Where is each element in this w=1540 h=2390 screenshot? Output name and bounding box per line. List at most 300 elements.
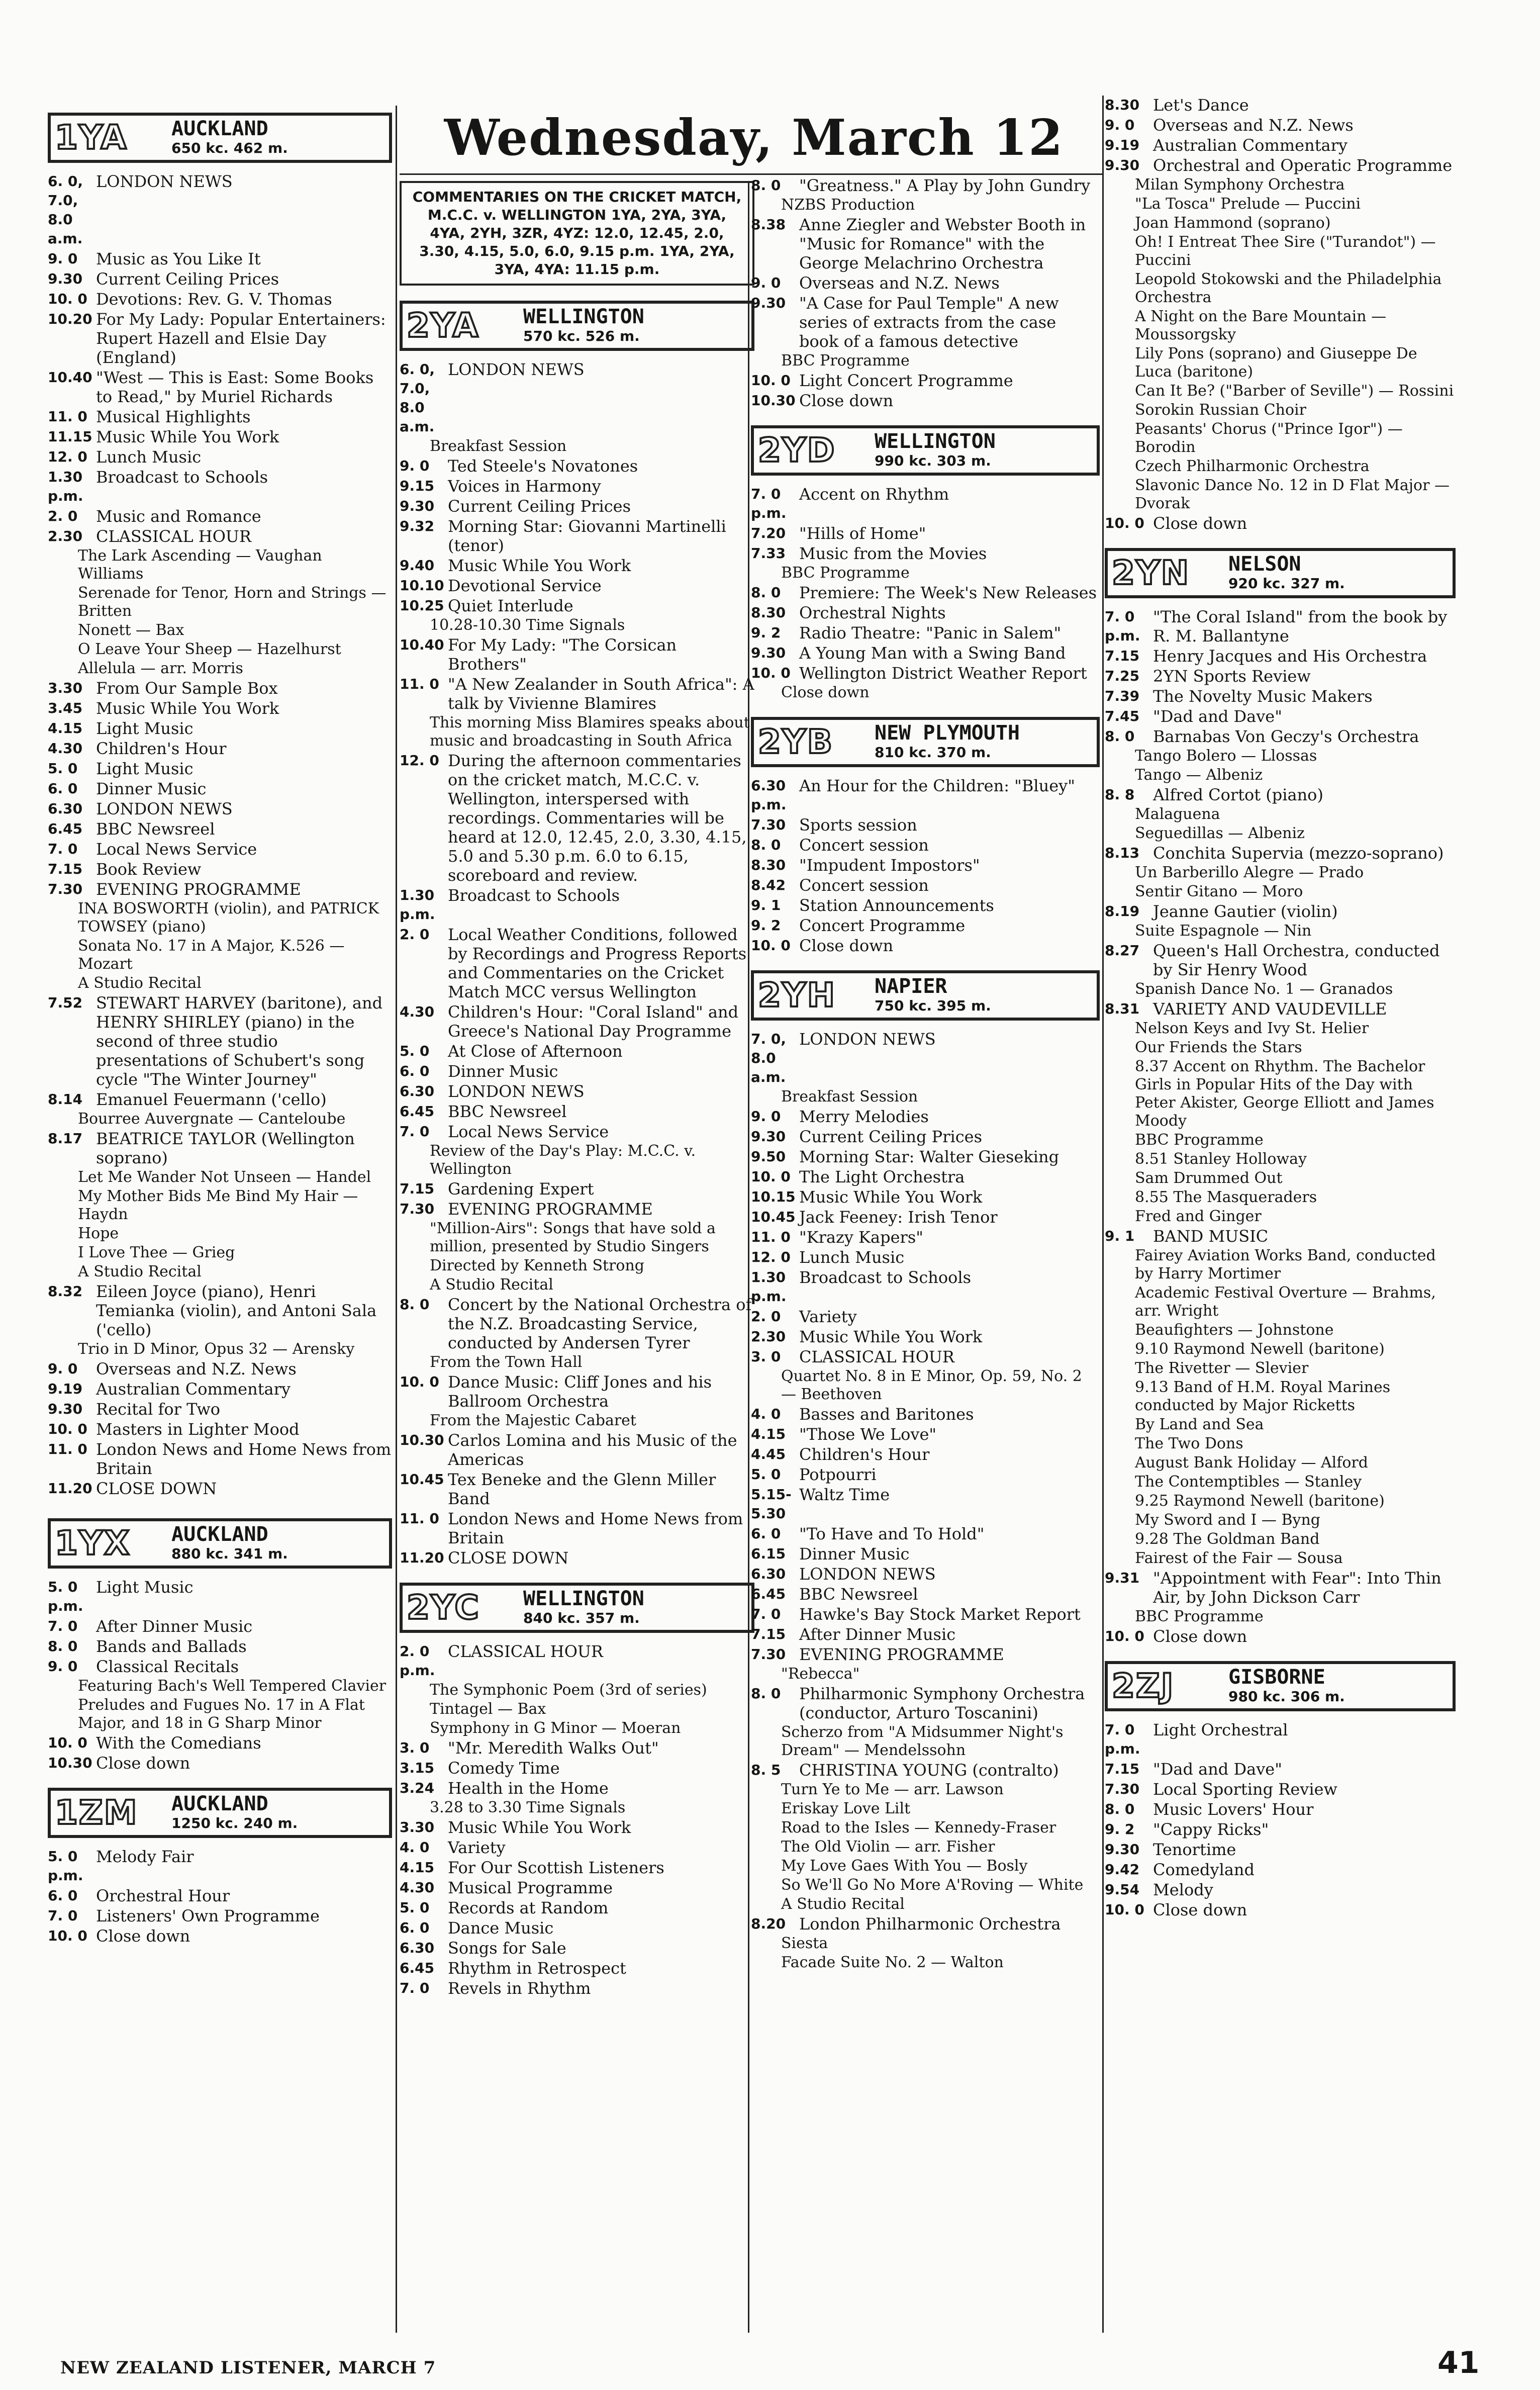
programme-detail: The Two Dons <box>1135 1435 1243 1452</box>
programme-item <box>48 407 392 426</box>
station-city: WELLINGTON <box>875 430 996 453</box>
programme-title: Musical Programme <box>448 1878 613 1897</box>
programme-title: Tex Beneke and the Glenn Miller Band <box>448 1470 716 1508</box>
programme-title: Concert session <box>799 876 929 895</box>
programme-item <box>48 1359 392 1378</box>
programme-title: VARIETY AND VAUDEVILLE <box>1153 999 1387 1019</box>
programme-title: Music While You Work <box>799 1327 983 1346</box>
programme-item <box>400 1918 754 1938</box>
programme-title: Premiere: The Week's New Releases <box>799 583 1097 602</box>
programme-time: 6.45 <box>751 1586 786 1602</box>
programme-list-2yh-cont <box>1105 96 1456 533</box>
programme-time: 8.30 <box>751 604 786 621</box>
programme-item <box>751 1167 1100 1186</box>
programme-title: Music While You Work <box>799 1187 983 1207</box>
programme-item <box>400 1509 754 1547</box>
programme-time: 10. 0 <box>48 1927 87 1944</box>
programme-item <box>751 294 1100 351</box>
programme-title: "West — This is East: Some Books to Read," by Muriel Richards <box>96 368 374 406</box>
programme-item <box>1105 607 1456 646</box>
station-header-2yb <box>751 717 1100 767</box>
programme-item <box>1105 1227 1456 1246</box>
station-frequency: 920 kc. 327 m. <box>1228 575 1345 592</box>
programme-time: 7.30 <box>400 1201 435 1217</box>
programme-detail: Oh! I Entreat Thee Sire ("Turandot") — Puccini <box>1135 233 1436 269</box>
programme-title: Music While You Work <box>448 1818 631 1837</box>
programme-title: Barnabas Von Geczy's Orchestra <box>1153 727 1419 746</box>
programme-item <box>48 1400 392 1419</box>
programme-title: "Hills of Home" <box>799 524 926 543</box>
programme-item <box>751 1625 1100 1644</box>
programme-item <box>751 1565 1100 1584</box>
programme-item <box>48 310 392 367</box>
programme-detail: Sorokin Russian Choir <box>1135 401 1306 419</box>
programme-item <box>400 497 754 516</box>
programme-item <box>400 1898 754 1917</box>
programme-title: An Hour for the Children: "Bluey" <box>799 776 1075 795</box>
programme-item <box>400 1122 754 1141</box>
programme-time: 7.33 <box>751 545 786 562</box>
programme-item <box>48 880 392 899</box>
programme-list-2ya <box>400 360 754 1568</box>
programme-title: Emanuel Feuermann ('cello) <box>96 1090 327 1109</box>
programme-title: London Philharmonic Orchestra <box>799 1914 1061 1934</box>
programme-detail: Serenade for Tenor, Horn and Strings — Britten <box>78 584 387 620</box>
programme-item <box>48 840 392 859</box>
programme-detail: NZBS Production <box>781 196 915 214</box>
programme-title: CHRISTINA YOUNG (contralto) <box>799 1761 1059 1780</box>
programme-time: 4.15 <box>751 1426 786 1442</box>
column-2 <box>400 181 754 2390</box>
programme-title: Anne Ziegler and Webster Booth in "Music for Romance" with the George Melachrino Orchestra <box>799 215 1086 272</box>
programme-list-2yh <box>751 1030 1100 1972</box>
programme-time: 8.38 <box>751 216 786 233</box>
programme-title: Classical Recitals <box>96 1657 239 1676</box>
programme-item <box>1105 941 1456 979</box>
programme-item <box>751 1605 1100 1624</box>
programme-time: 9.19 <box>1105 137 1140 153</box>
programme-time: 9.30 <box>1105 1841 1140 1858</box>
programme-time: 10.10 <box>400 577 444 594</box>
programme-detail: Fred and Ginger <box>1135 1208 1262 1225</box>
programme-time: 10. 0 <box>48 1734 87 1751</box>
programme-title: Music as You Like It <box>96 249 261 268</box>
programme-time: 3.30 <box>400 1819 435 1835</box>
programme-detail: Spanish Dance No. 1 — Granados <box>1135 980 1393 998</box>
programme-detail: Tintagel — Bax <box>430 1700 546 1718</box>
programme-item <box>1105 727 1456 746</box>
programme-time: 8.20 <box>751 1915 786 1932</box>
programme-detail: The Old Violin — arr. Fisher <box>781 1838 995 1856</box>
programme-detail: A Night on the Bare Mountain — Moussorgsky <box>1135 308 1387 343</box>
programme-time: 6.30 <box>400 1940 435 1956</box>
station-city: NAPIER <box>875 975 947 998</box>
programme-time: 10.30 <box>751 392 796 409</box>
programme-time: 10.45 <box>751 1209 796 1225</box>
programme-detail: Tango Bolero — Llossas <box>1135 747 1317 765</box>
programme-title: LONDON NEWS <box>799 1565 936 1584</box>
programme-time: 9.54 <box>1105 1881 1140 1898</box>
programme-title: BBC Newsreel <box>448 1102 567 1121</box>
programme-title: Concert session <box>799 836 929 855</box>
programme-item <box>48 799 392 818</box>
programme-item <box>751 1248 1100 1267</box>
station-call: 2YC <box>407 1588 480 1627</box>
programme-time: 9.30 <box>1105 157 1140 173</box>
programme-item <box>751 1585 1100 1604</box>
programme-detail: Siesta <box>781 1935 828 1952</box>
programme-item <box>400 1431 754 1469</box>
programme-detail: A Studio Recital <box>78 974 202 992</box>
programme-time: 9.30 <box>48 270 83 287</box>
programme-detail: Fairey Aviation Works Band, conducted by Harry Mortimer <box>1135 1247 1436 1282</box>
programme-title: Light Music <box>96 719 194 738</box>
programme-time: 8.27 <box>1105 942 1140 959</box>
programme-title: Music While You Work <box>96 699 279 718</box>
programme-time: 11. 0 <box>48 1441 87 1457</box>
programme-title: EVENING PROGRAMME <box>448 1200 653 1219</box>
programme-detail: The Symphonic Poem (3rd of series) <box>430 1681 707 1699</box>
programme-title: From Our Sample Box <box>96 679 278 698</box>
programme-detail: This morning Miss Blamires speaks about music and broadcasting in South Africa <box>430 714 750 750</box>
programme-item <box>400 477 754 496</box>
programme-detail: Let Me Wander Not Unseen — Handel <box>78 1168 371 1186</box>
programme-title: Sports session <box>799 815 917 835</box>
programme-item <box>400 635 754 674</box>
programme-title: Dance Music: Cliff Jones and his Ballroom Orchestra <box>448 1372 712 1411</box>
programme-detail: O Leave Your Sheep — Hazelhurst <box>78 640 341 658</box>
programme-item <box>1105 116 1456 135</box>
programme-time: 7.52 <box>48 994 83 1011</box>
programme-item <box>48 172 392 248</box>
programme-title: Melody <box>1153 1880 1213 1899</box>
programme-title: During the afternoon commentaries on the cricket match, M.C.C. v. Wellington, interspersed with recordings. Commentaries will be heard at 12.0, 12.45, 2.0, 3.30, 4.15, 5.0 and 5.30 p.m. 6.0 to 6.15, scoreboard and review. <box>448 751 747 885</box>
programme-item <box>1105 1840 1456 1859</box>
programme-title: Devotional Service <box>448 576 602 595</box>
programme-detail: Eriskay Love Lilt <box>781 1800 911 1817</box>
programme-item <box>751 1327 1100 1346</box>
programme-time: 9.30 <box>751 645 786 661</box>
station-frequency: 980 kc. 306 m. <box>1228 1688 1345 1705</box>
programme-item <box>48 1886 392 1905</box>
programme-detail: "Million-Airs": Songs that have sold a million, presented by Studio Singers <box>430 1220 716 1255</box>
programme-time: 9.30 <box>751 1128 786 1145</box>
programme-detail: Czech Philharmonic Orchestra <box>1135 457 1370 475</box>
programme-detail: "La Tosca" Prelude — Puccini <box>1135 195 1361 213</box>
programme-time: 7.25 <box>1105 668 1140 684</box>
programme-item <box>400 1042 754 1061</box>
station-header-2yc <box>400 1583 754 1633</box>
programme-time: 8.32 <box>48 1283 83 1300</box>
programme-time: 10.30 <box>400 1432 444 1448</box>
programme-item <box>1105 96 1456 115</box>
programme-title: Comedyland <box>1153 1860 1255 1879</box>
programme-title: Concert by the National Orchestra of the N.Z. Broadcasting Service, conducted by Andersen Tyrer <box>448 1295 752 1352</box>
programme-title: Music and Romance <box>96 507 261 526</box>
programme-title: Rhythm in Retrospect <box>448 1959 626 1978</box>
programme-detail: Lily Pons (soprano) and Giuseppe De Luca (baritone) <box>1135 345 1417 381</box>
programme-detail: By Land and Sea <box>1135 1416 1264 1433</box>
programme-title: Local News Service <box>96 840 257 859</box>
programme-time: 9. 0 <box>48 250 78 267</box>
programme-time: 9.31 <box>1105 1570 1140 1586</box>
programme-time: 4.30 <box>400 1003 435 1020</box>
programme-title: CLOSE DOWN <box>96 1479 217 1498</box>
programme-time: 7.30 <box>48 881 83 897</box>
programme-title: "Those We Love" <box>799 1425 937 1444</box>
programme-time: 12. 0 <box>400 752 439 769</box>
programme-item <box>400 1548 754 1568</box>
programme-detail: My Mother Bids Me Bind My Hair — Haydn <box>78 1187 358 1223</box>
footer-publication: NEW ZEALAND LISTENER, MARCH 7 <box>60 2358 436 2378</box>
programme-item <box>400 1062 754 1081</box>
programme-time: 8.17 <box>48 1130 83 1147</box>
programme-title: "Cappy Ricks" <box>1153 1820 1269 1839</box>
programme-item <box>751 1524 1100 1543</box>
programme-time: 7.30 <box>751 816 786 833</box>
programme-time: 9.30 <box>400 498 435 514</box>
programme-title: Concert Programme <box>799 916 966 935</box>
programme-time: 10. 0 <box>751 1168 791 1185</box>
programme-time: 7. 0 p.m. <box>1105 608 1140 644</box>
programme-detail: Joan Hammond (soprano) <box>1135 214 1331 232</box>
programme-time: 10.20 <box>48 311 92 327</box>
programme-time: 8.30 <box>1105 97 1140 113</box>
station-call: 1ZM <box>55 1793 138 1832</box>
programme-item <box>48 468 392 506</box>
programme-title: Wellington District Weather Report <box>799 664 1087 683</box>
programme-title: Dance Music <box>448 1918 554 1938</box>
programme-time: 9. 0 <box>751 274 781 291</box>
programme-item <box>48 368 392 406</box>
programme-time: 9. 1 <box>1105 1228 1135 1244</box>
programme-title: Close down <box>1153 514 1247 533</box>
programme-title: Broadcast to Schools <box>448 886 620 905</box>
programme-title: Station Announcements <box>799 896 994 915</box>
programme-time: 3. 0 <box>751 1348 781 1365</box>
programme-time: 2.30 <box>751 1328 786 1345</box>
programme-time: 6. 0 <box>400 1919 430 1936</box>
programme-title: After Dinner Music <box>799 1625 956 1644</box>
programme-title: BAND MUSIC <box>1153 1227 1269 1246</box>
programme-time: 11. 0 <box>400 1510 439 1527</box>
programme-detail: 3.28 to 3.30 Time Signals <box>430 1799 626 1816</box>
programme-item <box>751 815 1100 835</box>
programme-item <box>48 679 392 698</box>
programme-time: 7. 0 p.m. <box>751 486 787 521</box>
programme-title: Close down <box>799 936 894 955</box>
programme-item <box>1105 999 1456 1019</box>
programme-item <box>1105 136 1456 155</box>
programme-time: 3.15 <box>400 1760 435 1776</box>
page-number: 41 <box>1437 2345 1480 2380</box>
programme-time: 6. 0 <box>751 1525 781 1542</box>
programme-time: 8. 0 <box>751 584 781 601</box>
programme-time: 9.30 <box>48 1401 83 1417</box>
programme-item <box>751 1030 1100 1087</box>
programme-time: 4.15 <box>48 720 83 737</box>
programme-time: 1.30 p.m. <box>751 1269 787 1305</box>
programme-item <box>400 886 754 924</box>
programme-list-1yx <box>48 1578 392 1773</box>
programme-time: 5. 0 <box>48 760 78 777</box>
programme-item <box>400 1818 754 1837</box>
programme-detail: Turn Ye to Me — arr. Lawson <box>781 1781 1004 1798</box>
programme-title: Accent on Rhythm <box>799 485 949 504</box>
programme-time: 7. 0 <box>48 1907 78 1924</box>
programme-detail: Road to the Isles — Kennedy-Fraser <box>781 1819 1056 1836</box>
programme-time: 10. 0 <box>1105 515 1144 531</box>
programme-item <box>400 1959 754 1978</box>
programme-time: 10. 0 <box>1105 1901 1144 1918</box>
programme-item <box>751 176 1100 195</box>
programme-time: 10. 0 <box>48 291 87 307</box>
programme-item <box>1105 1780 1456 1799</box>
programme-item <box>1105 156 1456 175</box>
programme-time: 9.30 <box>751 295 786 311</box>
programme-item <box>48 779 392 798</box>
programme-time: 8. 8 <box>1105 786 1135 803</box>
programme-item <box>751 1208 1100 1227</box>
programme-title: Eileen Joyce (piano), Henri Temianka (violin), and Antoni Sala ('cello) <box>96 1282 377 1339</box>
programme-title: Jack Feeney: Irish Tenor <box>799 1208 998 1227</box>
station-call: 2ZJ <box>1112 1667 1175 1705</box>
programme-item <box>48 719 392 738</box>
station-city: NELSON <box>1228 553 1301 576</box>
programme-detail: A Studio Recital <box>78 1263 202 1280</box>
programme-detail: Review of the Day's Play: M.C.C. v. Wellington <box>430 1142 696 1178</box>
programme-title: Light Music <box>96 1578 194 1597</box>
programme-time: 8. 0 <box>751 177 781 194</box>
programme-title: 2YN Sports Review <box>1153 667 1311 686</box>
programme-time: 11.20 <box>400 1549 444 1566</box>
station-header-1yx <box>48 1518 392 1569</box>
programme-time: 12. 0 <box>48 448 87 465</box>
programme-title: EVENING PROGRAMME <box>96 880 301 899</box>
programme-title: Variety <box>448 1838 506 1857</box>
station-call: 2YA <box>407 306 479 345</box>
programme-title: Close down <box>799 391 894 410</box>
programme-item <box>751 1485 1100 1523</box>
programme-title: Potpourri <box>799 1465 877 1484</box>
programme-time: 8.14 <box>48 1091 83 1108</box>
programme-item <box>48 1754 392 1773</box>
programme-title: "Mr. Meredith Walks Out" <box>448 1738 659 1758</box>
programme-item <box>400 675 754 713</box>
programme-time: 10.25 <box>400 597 444 614</box>
programme-title: LONDON NEWS <box>799 1030 936 1049</box>
programme-item <box>48 1129 392 1167</box>
station-frequency: 810 kc. 370 m. <box>875 744 991 761</box>
station-frequency: 650 kc. 462 m. <box>171 140 288 156</box>
station-frequency: 750 kc. 395 m. <box>875 997 991 1014</box>
programme-title: Merry Melodies <box>799 1107 929 1126</box>
programme-item <box>751 623 1100 642</box>
programme-item <box>751 1347 1100 1366</box>
programme-title: Melody Fair <box>96 1847 194 1866</box>
programme-item <box>400 1470 754 1508</box>
programme-detail: Quartet No. 8 in E Minor, Op. 59, No. 2 — Beethoven <box>781 1367 1082 1403</box>
programme-title: BBC Newsreel <box>96 819 215 839</box>
programme-detail: 8.55 The Masqueraders <box>1135 1188 1317 1206</box>
programme-time: 7.15 <box>1105 1761 1140 1777</box>
programme-time: 4.15 <box>400 1859 435 1876</box>
station-frequency: 840 kc. 357 m. <box>523 1610 640 1626</box>
programme-item <box>48 819 392 839</box>
programme-title: BBC Newsreel <box>799 1585 918 1604</box>
programme-item <box>751 1465 1100 1484</box>
programme-list-1ya <box>48 172 392 1498</box>
programme-title: LONDON NEWS <box>96 172 233 191</box>
programme-time: 5. 0 p.m. <box>48 1848 83 1884</box>
programme-title: Close down <box>1153 1627 1247 1646</box>
station-header-2zj <box>1105 1661 1456 1711</box>
programme-item <box>751 1268 1100 1306</box>
programme-title: Listeners' Own Programme <box>96 1906 320 1925</box>
programme-item <box>48 860 392 879</box>
programme-time: 10. 0 <box>751 937 791 954</box>
programme-time: 4. 0 <box>400 1839 430 1856</box>
programme-item <box>400 556 754 575</box>
programme-list-2yb <box>751 776 1100 955</box>
programme-item <box>48 1617 392 1636</box>
programme-title: Dinner Music <box>448 1062 558 1081</box>
programme-title: "The Coral Island" from the book by R. M. Ballantyne <box>1153 607 1448 646</box>
station-header-1zm <box>48 1788 392 1838</box>
programme-title: Musical Highlights <box>96 407 251 426</box>
programme-item <box>48 527 392 546</box>
programme-detail: The Contemptibles — Stanley <box>1135 1473 1362 1491</box>
programme-time: 9. 0 <box>751 1108 781 1125</box>
programme-title: Tenortime <box>1153 1840 1236 1859</box>
programme-time: 3.30 <box>48 680 83 696</box>
programme-time: 9.40 <box>400 557 435 574</box>
programme-time: 9.19 <box>48 1381 83 1397</box>
programme-detail: INA BOSWORTH (violin), and PATRICK TOWSEY (piano) <box>78 900 379 936</box>
programme-time: 4. 0 <box>751 1406 781 1422</box>
programme-title: Music Lovers' Hour <box>1153 1800 1314 1819</box>
programme-item <box>751 215 1100 272</box>
station-call: 2YN <box>1112 554 1190 592</box>
programme-title: "To Have and To Hold" <box>799 1524 985 1543</box>
programme-time: 7. 0 <box>48 1618 78 1634</box>
programme-title: Dinner Music <box>96 779 207 798</box>
programme-detail: Tango — Albeniz <box>1135 766 1263 784</box>
programme-time: 8. 0 <box>1105 728 1135 745</box>
programme-item <box>400 1858 754 1877</box>
programme-item <box>48 739 392 758</box>
programme-title: Comedy Time <box>448 1759 560 1778</box>
programme-item <box>48 1906 392 1925</box>
programme-time: 7.15 <box>751 1626 786 1642</box>
programme-title: Broadcast to Schools <box>96 468 268 487</box>
programme-title: Australian Commentary <box>96 1380 291 1399</box>
programme-title: Orchestral Hour <box>96 1886 230 1905</box>
page-title: Wednesday, March 12 <box>444 109 1064 167</box>
programme-item <box>400 1200 754 1219</box>
programme-time: 8.19 <box>1105 903 1140 920</box>
programme-item <box>751 583 1100 602</box>
programme-time: 6. 0 <box>400 1063 430 1079</box>
programme-time: 8. 5 <box>751 1762 781 1778</box>
programme-item <box>751 836 1100 855</box>
programme-title: "Krazy Kapers" <box>799 1228 923 1247</box>
programme-time: 7. 0 <box>48 841 78 857</box>
station-city: NEW PLYMOUTH <box>875 721 1020 745</box>
programme-title: For My Lady: Popular Entertainers: Rupert Hazell and Elsie Day (England) <box>96 310 386 367</box>
programme-detail: Milan Symphony Orchestra <box>1135 176 1345 194</box>
programme-title: Ted Steele's Novatones <box>448 456 638 476</box>
